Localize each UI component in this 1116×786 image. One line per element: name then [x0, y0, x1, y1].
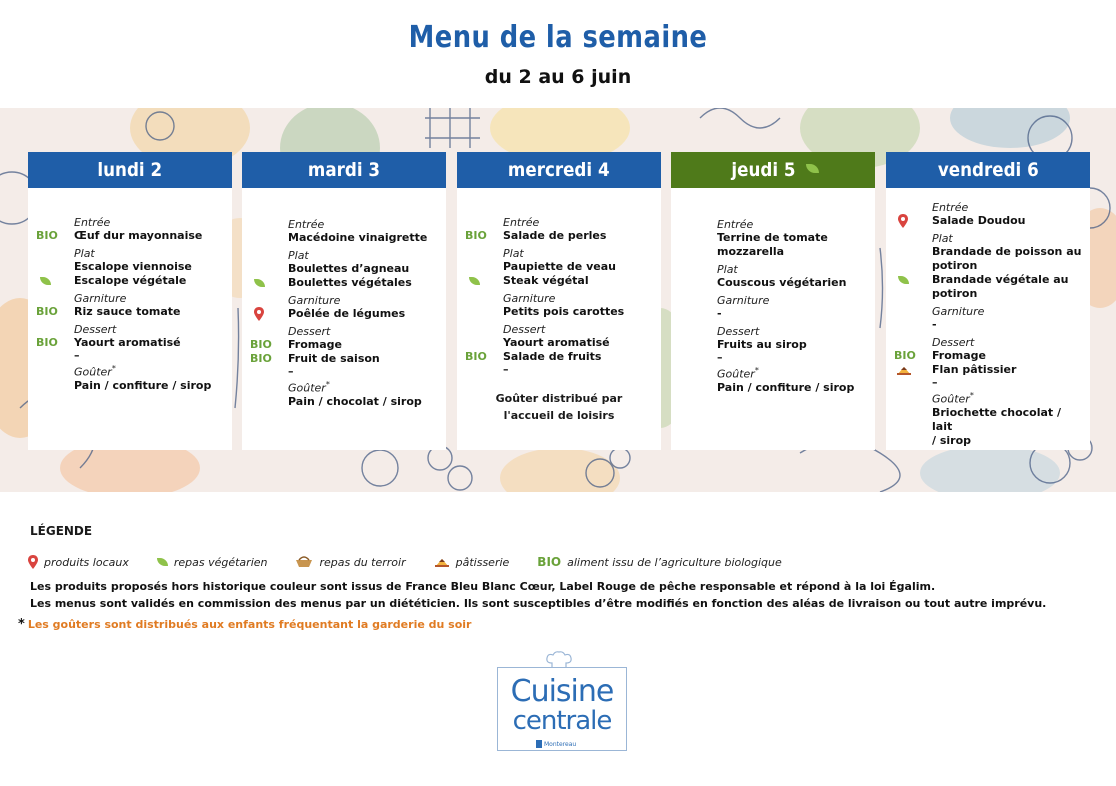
leaf-icon — [40, 277, 51, 285]
legend-veg: repas végétarien — [157, 556, 268, 569]
menu-item: Yaourt aromatisé — [503, 336, 610, 349]
leaf-icon — [469, 277, 480, 285]
basket-icon — [295, 556, 313, 568]
leaf-icon — [254, 279, 265, 287]
leaf-icon — [898, 276, 909, 284]
pastry-icon — [896, 365, 912, 376]
menu-item: - — [932, 318, 937, 331]
day-card-jeudi: jeudi 5 Entrée Terrine de tomate mozzarella Plat Couscous végétarien Garniture - Dessert Fruits au sirop – Goûter* Pain / confiture / sirop — [671, 152, 875, 450]
legend-title: LÉGENDE — [30, 524, 93, 538]
menu-item: BIO Fruit de saison — [250, 352, 380, 365]
menu-item: Brandade végétale au — [932, 273, 1084, 287]
gouter-note: Goûter distribué par l'accueil de loisirs — [495, 392, 623, 422]
menu-item: BIO Salade de perles — [465, 229, 607, 242]
menu-item: Salade Doudou — [932, 214, 1084, 228]
menu-item: Poêlée de légumes — [288, 307, 440, 321]
menu-item: BIO Riz sauce tomate — [36, 305, 181, 318]
menu-item: Petits pois carottes — [503, 305, 625, 318]
menu-item: - — [717, 307, 722, 320]
menu-item: Pain / confiture / sirop — [717, 380, 855, 394]
menu-item: Pain / confiture / sirop — [74, 378, 212, 392]
legend-terroir: repas du terroir — [295, 556, 405, 569]
page-title: Menu de la semaine — [408, 20, 708, 55]
day-header: vendredi 6 — [886, 152, 1090, 188]
pin-icon — [254, 307, 264, 321]
leaf-icon — [806, 164, 819, 173]
crest-icon — [536, 740, 542, 748]
pin-icon — [28, 555, 38, 569]
menu-item: / sirop — [932, 433, 972, 447]
day-card-vendredi: vendredi 6 Entrée Salade Doudou Plat Brandade de poisson au potiron Brandade végétale au potiron Garniture - Dessert BIO Fromage Flan pâtissier – Goûter* Briochette chocolat / lait / sirop — [886, 152, 1090, 450]
menu-item: potiron — [932, 287, 978, 300]
menu-item: Couscous végétarien — [717, 276, 847, 289]
day-header: mardi 3 — [242, 152, 446, 188]
menu-item: BIO Fromage — [894, 349, 987, 362]
legend-local: produits locaux — [28, 555, 129, 569]
cuisine-centrale-logo: Cuisine centrale Montereau — [497, 667, 627, 751]
legend-pastry: pâtisserie — [434, 556, 510, 569]
menu-item: mozzarella — [717, 245, 785, 258]
gouter-footnote: * Les goûters sont distribués aux enfants fréquentant la garderie du soir — [18, 617, 472, 632]
menu-item: BIO Fromage — [250, 338, 343, 351]
menu-item: BIO Œuf dur mayonnaise — [36, 229, 203, 242]
day-card-mardi: mardi 3 Entrée Macédoine vinaigrette Plat Boulettes d’agneau Boulettes végétales Garniture Poêlée de légumes Dessert BIO Fromage BIO Fruit de saison – Goûter* Pain / chocolat / sirop — [242, 152, 446, 450]
menu-item: Fruits au sirop — [717, 338, 807, 351]
leaf-icon — [157, 558, 168, 566]
menu-item: Macédoine vinaigrette — [288, 231, 428, 244]
day-header: lundi 2 — [28, 152, 232, 188]
menu-item: Brandade de poisson au — [932, 245, 1082, 258]
day-card-mercredi: mercredi 4 Entrée BIO Salade de perles Plat Paupiette de veau Steak végétal Garniture Petits pois carottes Dessert Yaourt aromatisé BIO Salade de fruits – Goûter distribué par l'accueil de loisirs — [457, 152, 661, 450]
legend-bio: BIO aliment issu de l’agriculture biologique — [537, 555, 782, 569]
menu-item: Flan pâtissier — [932, 363, 1084, 377]
menu-item: Escalope viennoise — [74, 260, 192, 273]
pastry-icon — [434, 557, 450, 568]
legend-note-1: Les produits proposés hors historique couleur sont issus de France Bleu Blanc Cœur, Label Rouge de pêche responsable et répond à la loi Égalim. — [30, 580, 936, 593]
menu-item: Boulettes d’agneau — [288, 262, 410, 275]
menu-item: Boulettes végétales — [288, 276, 440, 290]
day-header: mercredi 4 — [457, 152, 661, 188]
menu-item: Steak végétal — [503, 274, 655, 288]
page-subtitle: du 2 au 6 juin — [484, 66, 632, 88]
menu-item: Paupiette de veau — [503, 260, 616, 273]
menu-item: BIO Yaourt aromatisé — [36, 336, 181, 349]
legend-note-2: Les menus sont validés en commission des menus par un diététicien. Ils sont susceptibles d’être modifiés en fonction des aléas de livraison ou tout autre imprévu. — [30, 597, 1047, 610]
day-header: jeudi 5 — [671, 152, 875, 188]
menu-item: Briochette chocolat / lait — [932, 405, 1062, 433]
pin-icon — [898, 214, 908, 228]
legend-row — [28, 553, 810, 571]
menu-item: Escalope végétale — [74, 274, 226, 288]
day-card-lundi: lundi 2 Entrée BIO Œuf dur mayonnaise Plat Escalope viennoise Escalope végétale Garniture BIO Riz sauce tomate Dessert BIO Yaourt aromatisé – Goûter* Pain / confiture / sirop — [28, 152, 232, 450]
menu-item: BIO Salade de fruits — [465, 350, 602, 363]
menu-item: potiron — [932, 259, 978, 272]
menu-item: Pain / chocolat / sirop — [288, 394, 422, 408]
menu-item: Terrine de tomate — [717, 231, 828, 244]
